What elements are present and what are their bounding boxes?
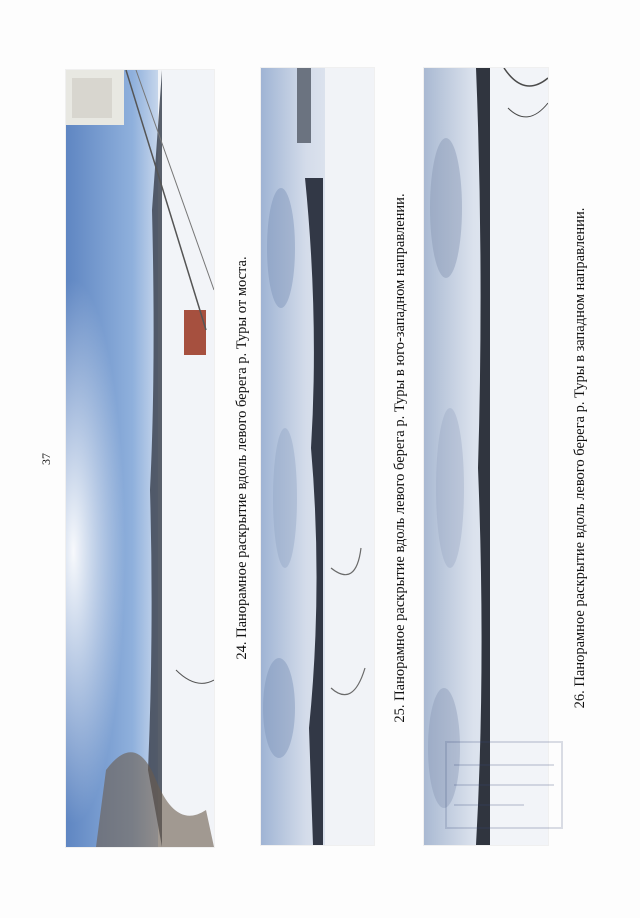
panorama-photo-24	[66, 70, 214, 847]
panorama-photo-25	[261, 68, 374, 845]
faint-stamp	[444, 740, 564, 830]
panorama-photo-26	[424, 68, 548, 845]
page-number: 37	[39, 453, 53, 465]
caption-24: 24. Панорамное раскрытие вдоль левого берега р. Туры от моста.	[234, 256, 250, 660]
caption-26: 26. Панорамное раскрытие вдоль левого берега р. Туры в западном направлении.	[572, 207, 588, 709]
caption-25: 25. Панорамное раскрытие вдоль левого берега р. Туры в юго-западном направлении.	[392, 193, 408, 723]
